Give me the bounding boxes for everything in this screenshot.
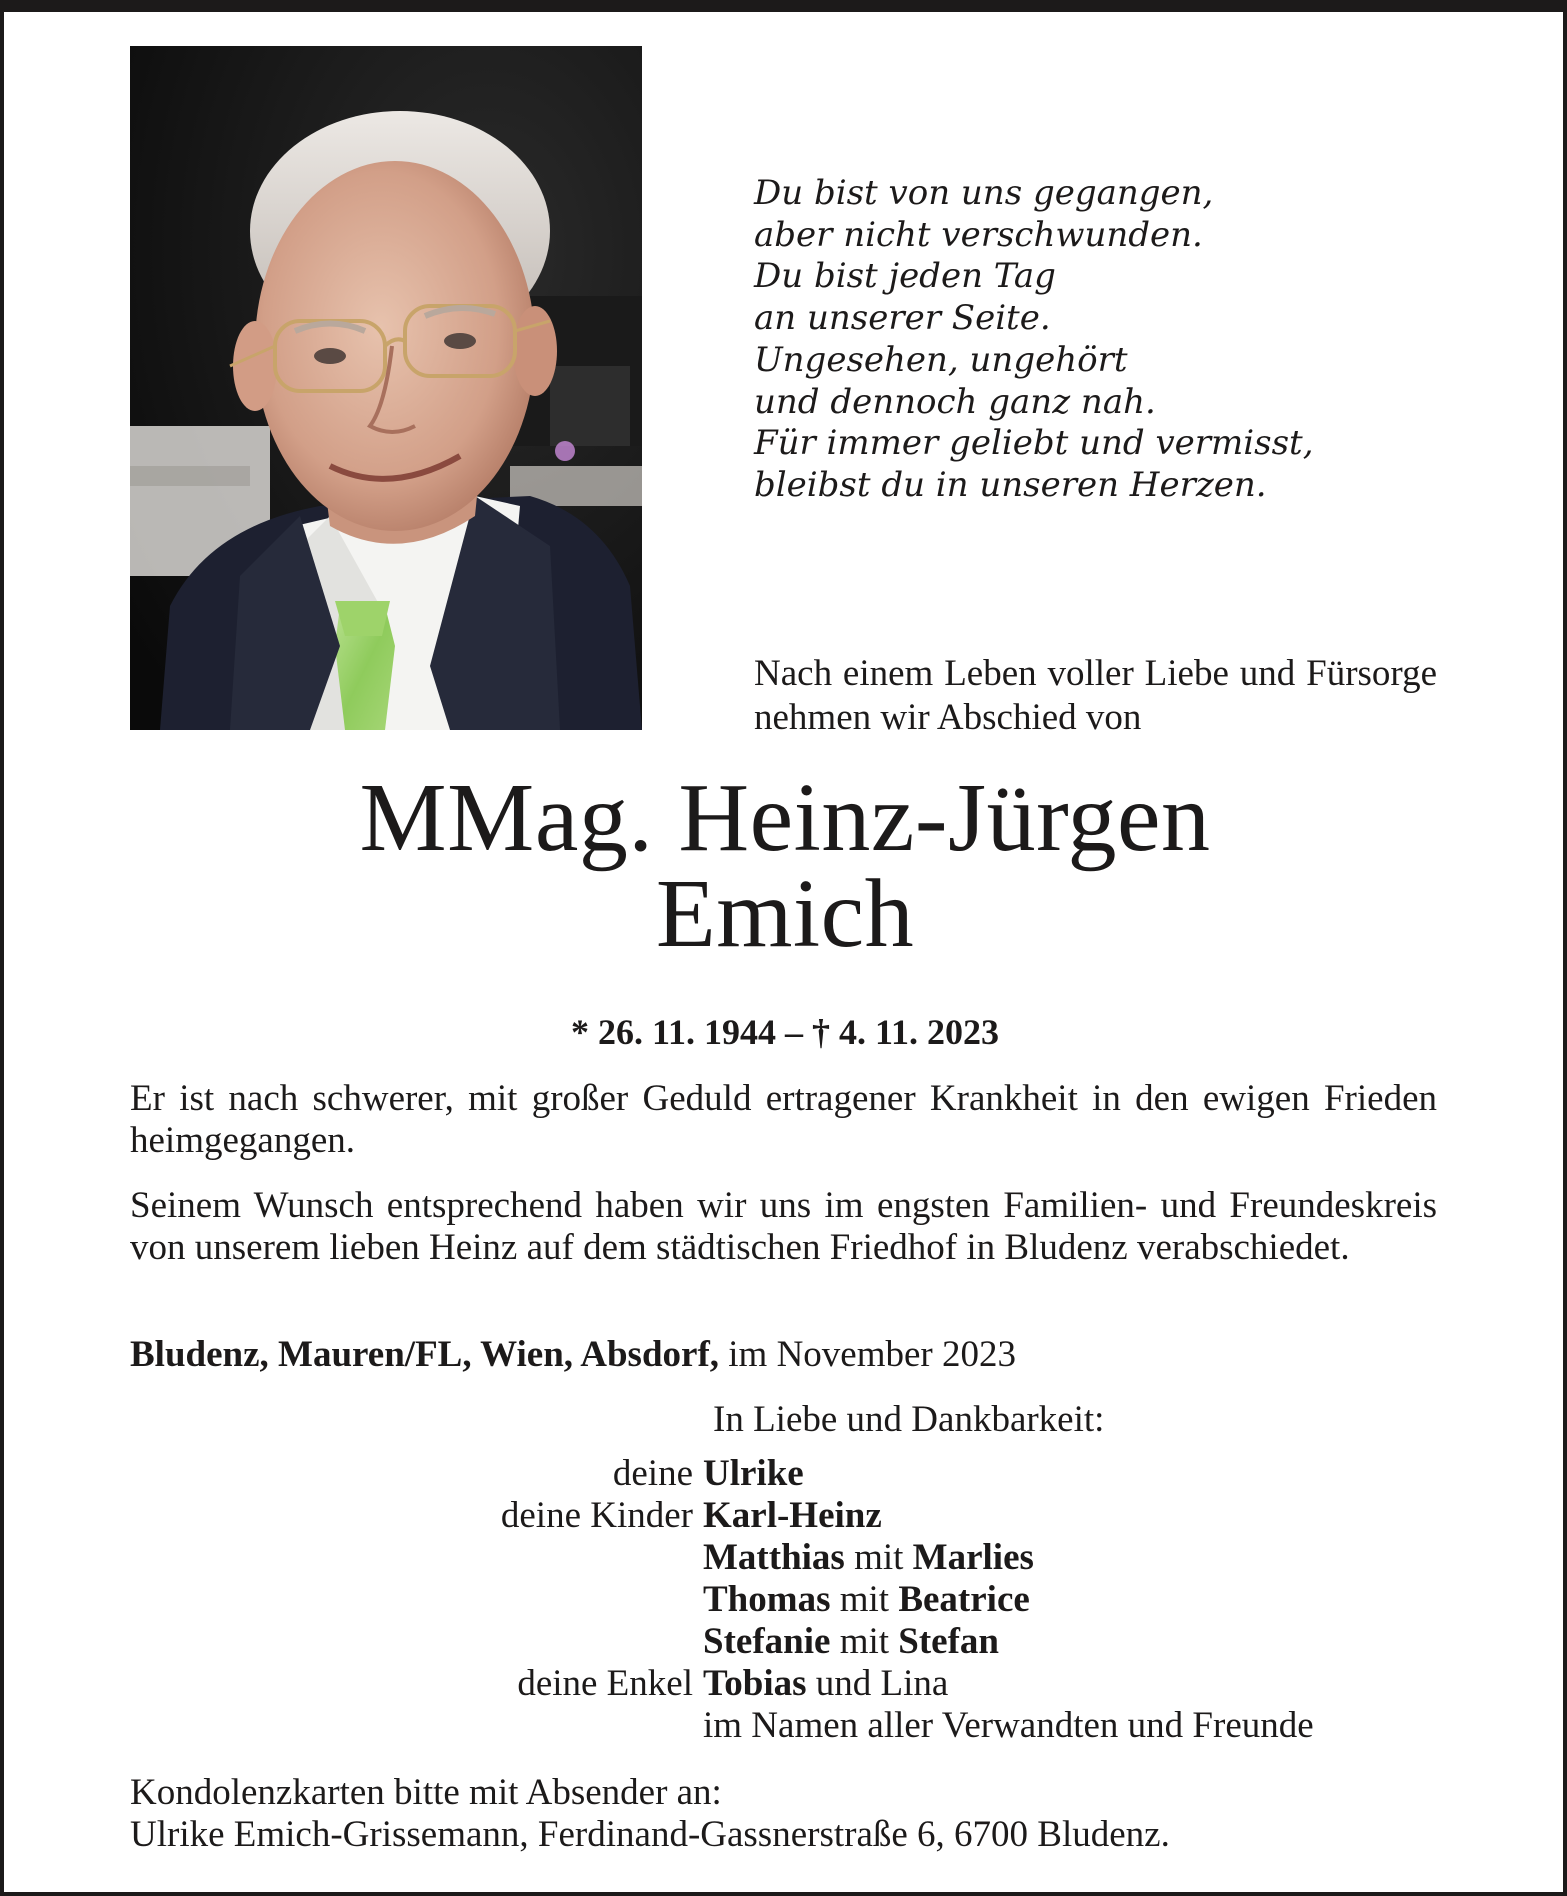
family-row: [130, 1453, 1470, 1495]
footer-line-1: Kondolenzkarten bitte mit Absender an:: [130, 1772, 722, 1813]
month-year: im November 2023: [719, 1334, 1017, 1375]
intro-text: Nach einem Leben voller Liebe und Fürsorge nehmen wir Abschied von: [754, 653, 1437, 738]
family-row: [130, 1621, 1470, 1663]
poem-line: Ungesehen, ungehört: [754, 339, 1128, 380]
portrait-photo: [130, 46, 642, 730]
family-name: Lina: [880, 1663, 949, 1704]
paragraph-farewell: Seinem Wunsch entsprechend haben wir uns im engsten Familien- und Freundeskreis von unserem lieben Heinz auf dem städtischen Friedhof in Bludenz verabschiedet.: [130, 1185, 1437, 1268]
family-row: [130, 1495, 1470, 1537]
closing-line: im Namen aller Verwandten und Freunde: [703, 1705, 1314, 1746]
poem-line: bleibst du in unseren Herzen.: [754, 464, 1267, 505]
poem-line: Du bist von uns gegangen,: [754, 173, 1214, 213]
family-row: [130, 1705, 1470, 1747]
relation-label: deine Enkel: [517, 1663, 693, 1704]
family-list: [130, 1453, 1470, 1747]
poem-line: Für immer geliebt und vermisst,: [754, 423, 1314, 464]
family-name: Stefanie: [703, 1621, 831, 1662]
poem-line: Du bist jeden Tag: [754, 256, 1056, 297]
connector: mit: [830, 1621, 899, 1662]
relation-label: deine Kinder: [500, 1495, 693, 1536]
places: Bludenz, Mauren/FL, Wien, Absdorf,: [130, 1334, 720, 1375]
family-row: [130, 1663, 1470, 1705]
family-name: Stefan: [898, 1621, 1000, 1662]
name-line-2: Emich: [655, 860, 915, 968]
deceased-name: [130, 764, 1440, 968]
name-line-1: MMag. Heinz-Jürgen: [359, 764, 1211, 872]
paragraph-illness: Er ist nach schwerer, mit großer Geduld ertragener Krankheit in den ewigen Frieden heimgegangen.: [130, 1078, 1437, 1161]
poem-line: aber nicht verschwunden.: [754, 214, 1203, 255]
family-name: Ulrike: [703, 1453, 804, 1494]
family-row: [130, 1579, 1470, 1621]
family-name: Marlies: [912, 1537, 1034, 1578]
family-name: Beatrice: [898, 1579, 1030, 1620]
poem-line: an unserer Seite.: [754, 298, 1051, 339]
poem: [754, 173, 1474, 507]
family-row: [130, 1537, 1470, 1579]
relation-label: deine: [612, 1453, 693, 1494]
connector: mit: [844, 1537, 913, 1578]
thanks-line: In Liebe und Dankbarkeit:: [713, 1399, 1105, 1440]
family-name: Karl-Heinz: [703, 1495, 882, 1536]
poem-line: und dennoch ganz nah.: [754, 381, 1156, 422]
family-name: Thomas: [703, 1579, 831, 1620]
family-name: Tobias: [703, 1663, 807, 1704]
life-dates: * 26. 11. 1944 – † 4. 11. 2023: [570, 1012, 1000, 1052]
connector: und: [806, 1663, 881, 1704]
family-name: Matthias: [703, 1537, 845, 1578]
footer-line-2: Ulrike Emich-Grissemann, Ferdinand-Gassnerstraße 6, 6700 Bludenz.: [130, 1814, 1170, 1855]
connector: mit: [830, 1579, 899, 1620]
condolence-address: [130, 1772, 1470, 1856]
place-date-line: [130, 1333, 1437, 1377]
